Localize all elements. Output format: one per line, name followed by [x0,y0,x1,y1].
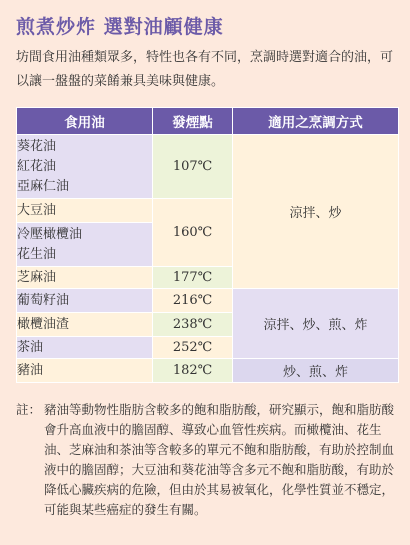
oil-cell [17,337,153,359]
oil-name: 豬油 [17,362,44,378]
header-oil: 食用油 [17,108,153,135]
oil-name: 亞麻仁油 [17,178,70,194]
oil-name: 冷壓橄欖油 [17,226,83,242]
smoke-point-cell: 216℃ [153,289,233,313]
oil-name: 茶油 [17,339,44,355]
smoke-point-cell: 177℃ [153,267,233,289]
header-cooking-method: 適用之烹調方式 [233,108,399,135]
smoke-point-cell: 182℃ [153,359,233,383]
table-header-row [17,108,399,135]
oil-cell [17,223,153,267]
smoke-point-cell: 160℃ [153,199,233,267]
oil-name: 紅花油 [17,158,57,174]
oil-name: 大豆油 [17,202,57,218]
oil-name: 葡萄籽油 [17,292,70,308]
footnote [16,400,398,520]
method-cell: 炒、煎、炸 [233,359,399,383]
oil-cell [17,135,153,199]
oil-cell [17,267,153,289]
method-cell: 涼拌、炒、煎、炸 [233,289,399,359]
method-cell: 涼拌、炒 [233,135,399,289]
table-row [17,135,399,199]
footnote-label: 註： [16,402,42,417]
page-title: 煎煮炒炸 選對油顧健康 [16,16,224,38]
oil-cell [17,313,153,337]
intro-text: 坊間食用油種類眾多，特性也各有不同，烹調時選對適合的油，可以讓一盤盤的菜餚兼具美味與健康。 [16,50,394,89]
smoke-point-cell: 252℃ [153,337,233,359]
oil-cell [17,289,153,313]
oil-table [16,107,399,383]
oil-cell [17,199,153,223]
oil-name: 橄欖油渣 [17,316,70,332]
smoke-point-cell: 238℃ [153,313,233,337]
table-row [17,359,399,383]
oil-name: 花生油 [17,246,57,262]
oil-cell [17,359,153,383]
smoke-point-cell: 107℃ [153,135,233,199]
table-row [17,289,399,313]
footnote-text: 豬油等動物性脂肪含較多的飽和脂肪酸，研究顯示，飽和脂肪酸會升高血液中的膽固醇、導致心血管性疾病。而橄欖油、花生油、芝麻油和茶油等含較多的單元不飽和脂肪酸，有助於控制血液中的膽固醇；大豆油和葵花油等含多元不飽和脂肪酸，有助於降低心臟疾病的危險，但由於其易被氧化，化學性質並不穩定，可能與某些癌症的發生有關。 [44,402,395,517]
header-smoke-point: 發煙點 [153,108,233,135]
oil-name: 芝麻油 [17,269,57,285]
oil-name: 葵花油 [17,138,57,154]
